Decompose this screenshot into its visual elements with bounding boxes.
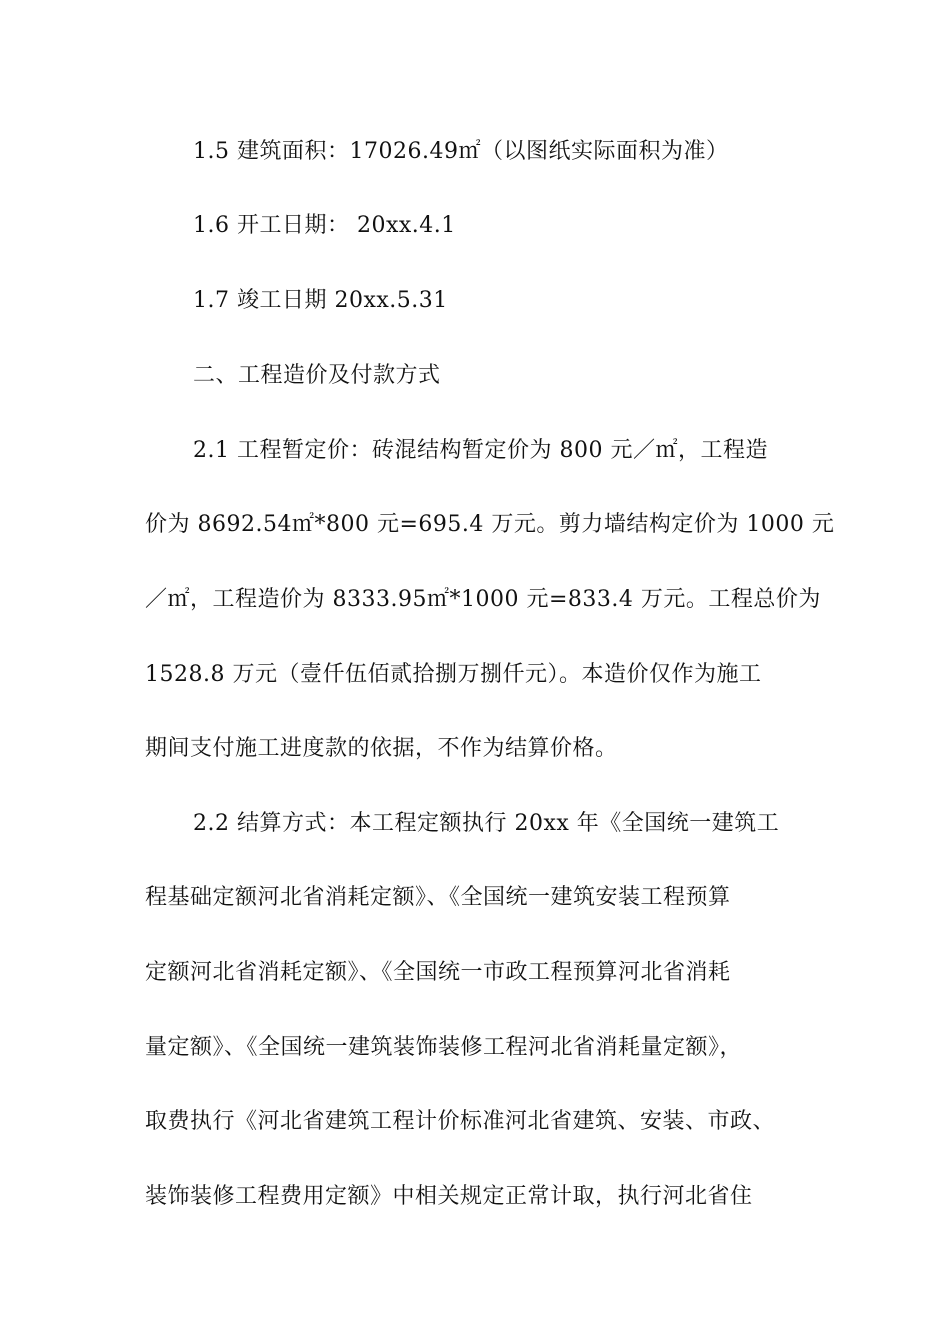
paragraph-2-2-line-6: 装饰装修工程费用定额》中相关规定正常计取，执行河北省住 [145, 1184, 753, 1209]
paragraph-2-2-line-1: 2.2 结算方式：本工程定额执行 20xx 年《全国统一建筑工 [193, 811, 780, 836]
paragraph-2-2-line-5: 取费执行《河北省建筑工程计价标准河北省建筑、安装、市政、 [145, 1109, 776, 1134]
paragraph-2-1-line-3: ／㎡，工程造价为 8333.95㎡*1000 元=833.4 万元。工程总价为 [145, 587, 821, 612]
text-line-1-6: 1.6 开工日期： 20xx.4.1 [193, 213, 456, 238]
section-heading-2: 二、工程造价及付款方式 [193, 363, 441, 388]
paragraph-2-2-line-3: 定额河北省消耗定额》、《全国统一市政工程预算河北省消耗 [145, 960, 731, 985]
paragraph-2-1-line-2: 价为 8692.54㎡*800 元=695.4 万元。剪力墙结构定价为 1000 元 [145, 512, 835, 537]
paragraph-2-2-line-4: 量定额》、《全国统一建筑装饰装修工程河北省消耗量定额》， [145, 1035, 743, 1060]
paragraph-2-1-line-1: 2.1 工程暂定价：砖混结构暂定价为 800 元／㎡，工程造 [193, 438, 768, 463]
paragraph-2-1-line-4: 1528.8 万元（壹仟伍佰贰拾捌万捌仟元）。本造价仅作为施工 [145, 662, 762, 687]
paragraph-2-1-line-5: 期间支付施工进度款的依据，不作为结算价格。 [145, 736, 618, 761]
text-line-1-5: 1.5 建筑面积：17026.49㎡（以图纸实际面积为准） [193, 139, 729, 164]
text-line-1-7: 1.7 竣工日期 20xx.5.31 [193, 288, 448, 313]
paragraph-2-2-line-2: 程基础定额河北省消耗定额》、《全国统一建筑安装工程预算 [145, 885, 731, 910]
